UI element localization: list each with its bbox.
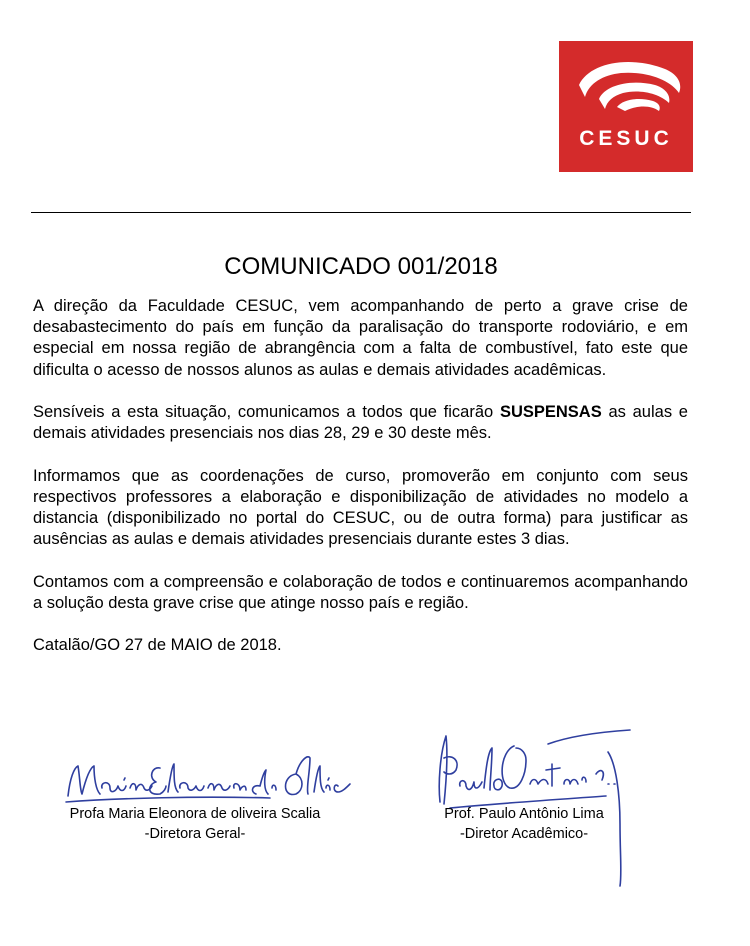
paragraph-1: A direção da Faculdade CESUC, vem acompanhando de perto a grave crise de desabastecimento do país em função da paralisação do transporte rodoviário, e em especial em nossa região de abrangência com a falta de combustível, fato este que dificulta o acesso de nossos alunos as aulas e demais atividades acadêmicas. xyxy=(33,297,688,379)
page-title: COMUNICADO 001/2018 xyxy=(224,253,498,280)
paragraph-2 xyxy=(33,402,688,444)
signature-block-academic-director xyxy=(414,804,634,844)
logo-text: CESUC xyxy=(579,127,673,150)
signer-role: -Diretora Geral- xyxy=(144,826,246,842)
document-body xyxy=(33,296,688,656)
signer-name: Prof. Paulo Antônio Lima xyxy=(444,806,604,822)
header-divider xyxy=(31,212,691,213)
place-date: Catalão/GO 27 de MAIO de 2018. xyxy=(33,636,282,655)
paragraph-3: Informamos que as coordenações de curso, promoverão em conjunto com seus respectivos professores a elaboração e disponibilização de atividades no modelo a distancia (disponibilizado no portal do CESUC, ou de outra forma) para justificar as ausências as aulas e demais atividades presenciais durante estes 3 dias. xyxy=(33,466,688,549)
signature-block-director-general xyxy=(50,804,340,844)
signer-role: -Diretor Acadêmico- xyxy=(459,826,589,842)
signer-name: Profa Maria Eleonora de oliveira Scalia xyxy=(69,806,321,822)
paragraph-4: Contamos com a compreensão e colaboração de todos e continuaremos acompanhando a solução desta grave crise que atinge nosso país e região. xyxy=(33,572,688,612)
suspended-emphasis: SUSPENSAS xyxy=(499,403,602,421)
paragraph-2-start: Sensíveis a esta situação, comunicamos a todos que ficarão xyxy=(33,403,500,421)
paragraph-2-end: as aulas e demais atividades presenciais nos dias 28, 29 e 30 deste mês. xyxy=(33,403,688,443)
signature-maria-eleonora xyxy=(60,738,360,808)
cesuc-logo xyxy=(559,41,693,172)
cesuc-swoosh-icon xyxy=(559,41,693,172)
